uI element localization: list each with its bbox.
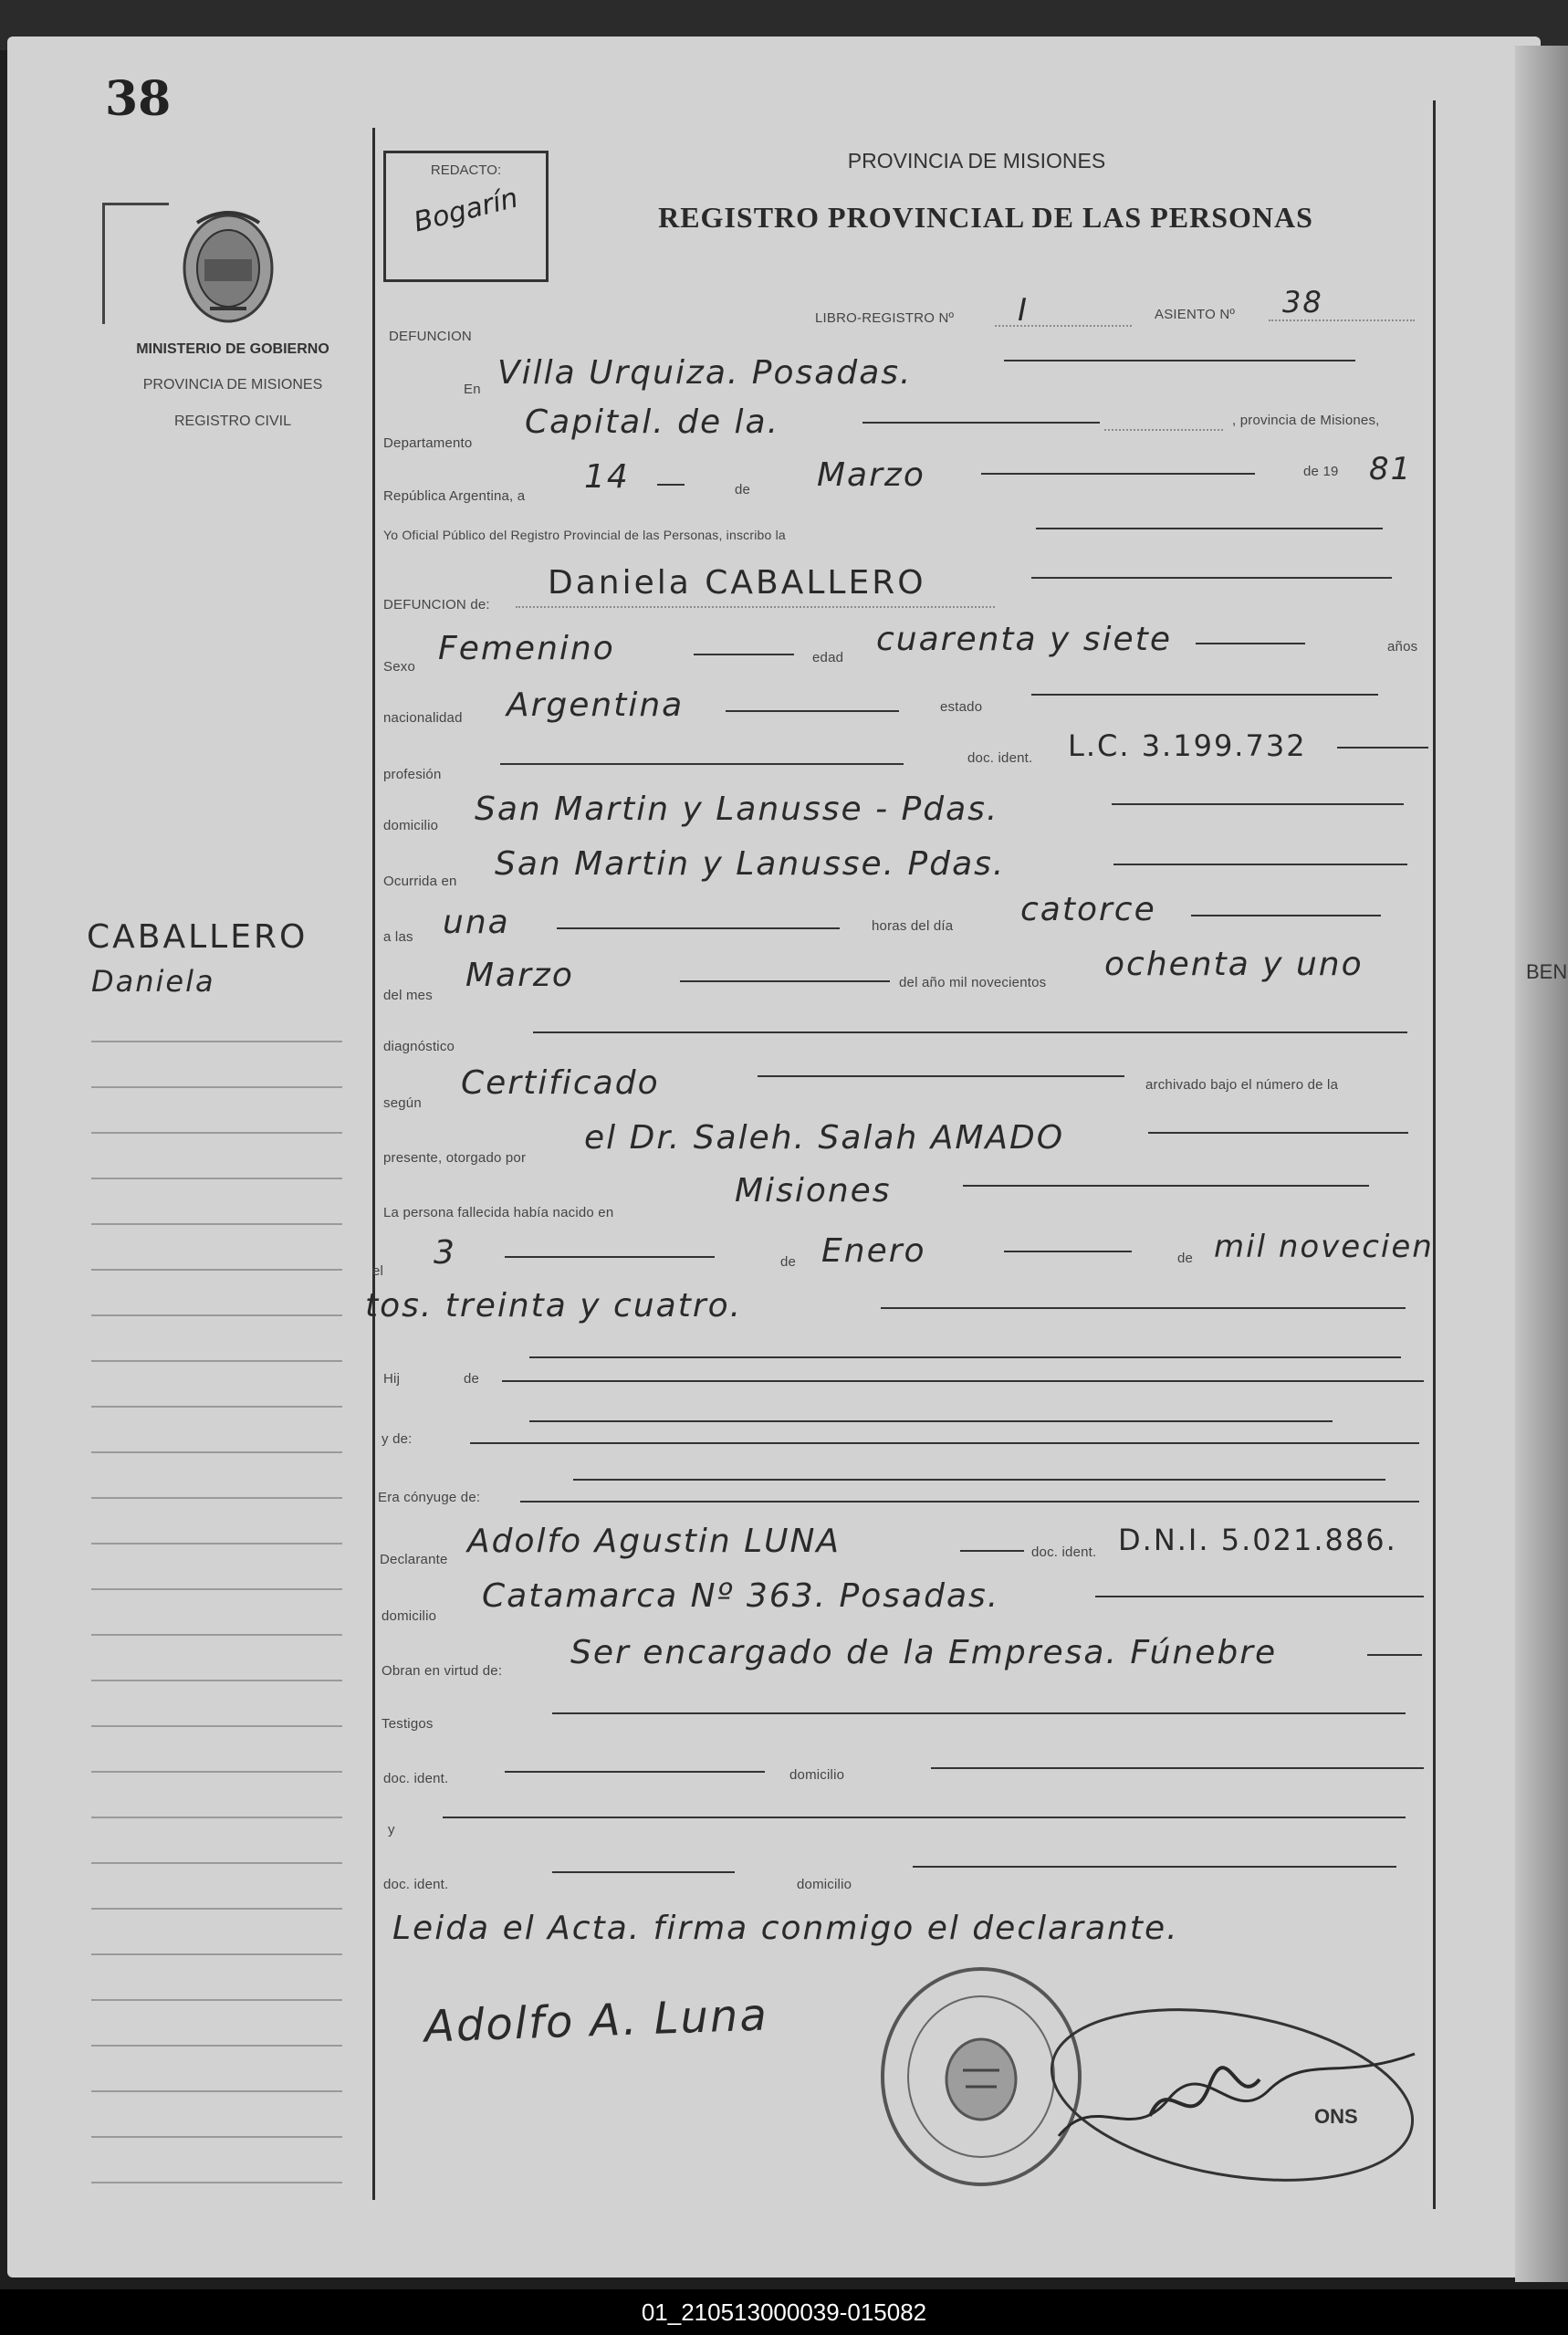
page-edge [1515,46,1568,2282]
declarante-domicilio-value: Catamarca Nº 363. Posadas. [482,1577,1000,1615]
ocurrida-value: San Martin y Lanusse. Pdas. [495,845,1006,883]
asiento-value: 38 [1282,285,1323,319]
horas-value: catorce [1020,891,1156,928]
asiento-label: ASIENTO Nº [1155,307,1236,322]
a-las-value: una [443,904,510,941]
signature-oval [1040,1999,1433,2191]
month-value: Marzo [817,456,925,494]
el-day-value: 3 [434,1234,456,1272]
declarante-value: Adolfo Agustin LUNA [467,1523,841,1560]
segun-value: Certificado [461,1064,660,1102]
scan-id: 01_210513000039-015082 [0,2289,1568,2335]
presente-value: el Dr. Saleh. Salah AMADO [584,1119,1065,1157]
corner-mark [102,203,169,324]
form-left-border [372,128,375,2200]
el-year-2-value: tos. treinta y cuatro. [365,1287,743,1325]
edad-value: cuarenta y siete [876,621,1172,658]
right-edge-text: BEN [1526,960,1568,983]
place-value: Villa Urquiza. Posadas. [497,354,913,392]
province-title: PROVINCIA DE MISIONES [847,149,1106,173]
margin-name: Daniela [91,964,215,999]
coat-of-arms-icon [173,203,283,330]
ministry-line-2: PROVINCIA DE MISIONES [142,377,323,393]
closing-statement: Leida el Acta. firma conmigo el declarante. [392,1910,1179,1947]
del-ano-value: ochenta y uno [1104,946,1364,983]
deceased-name-value: Daniela CABALLERO [548,564,926,602]
libro-label: LIBRO-REGISTRO Nº [815,310,955,326]
margin-surname: CABALLERO [87,918,308,956]
obran-value: Ser encargado de la Empresa. Fúnebre [570,1634,1278,1671]
registry-title: REGISTRO PROVINCIAL DE LAS PERSONAS [658,201,1313,234]
sexo-value: Femenino [438,630,615,667]
departamento-value: Capital. de la. [525,403,780,441]
domicilio-value: San Martin y Lanusse - Pdas. [475,791,999,828]
del-mes-value: Marzo [465,957,574,994]
defuncion-heading: DEFUNCION [389,329,472,344]
el-month-value: Enero [821,1232,926,1270]
doc-ident-value: L.C. 3.199.732 [1068,728,1307,763]
ministry-line-3: REGISTRO CIVIL [173,414,292,429]
libro-value: I [1018,292,1030,329]
svg-text:ONS: ONS [1314,2105,1358,2128]
el-year-1-value: mil novecien [1214,1229,1434,1265]
ministry-line-1: MINISTERIO DE GOBIERNO [136,341,329,357]
declarante-doc-value: D.N.I. 5.021.886. [1118,1523,1397,1557]
page-number: 38 [105,71,172,127]
declarante-signature: Adolfo A. Luna [423,1989,769,2053]
nacido-value: Misiones [735,1172,892,1209]
nacionalidad-value: Argentina [507,686,685,724]
day-value: 14 [584,458,630,496]
year-suffix-value: 81 [1369,451,1413,487]
form-right-border [1433,100,1436,2209]
redacto-box: REDACTO: Bogarín [383,151,549,282]
